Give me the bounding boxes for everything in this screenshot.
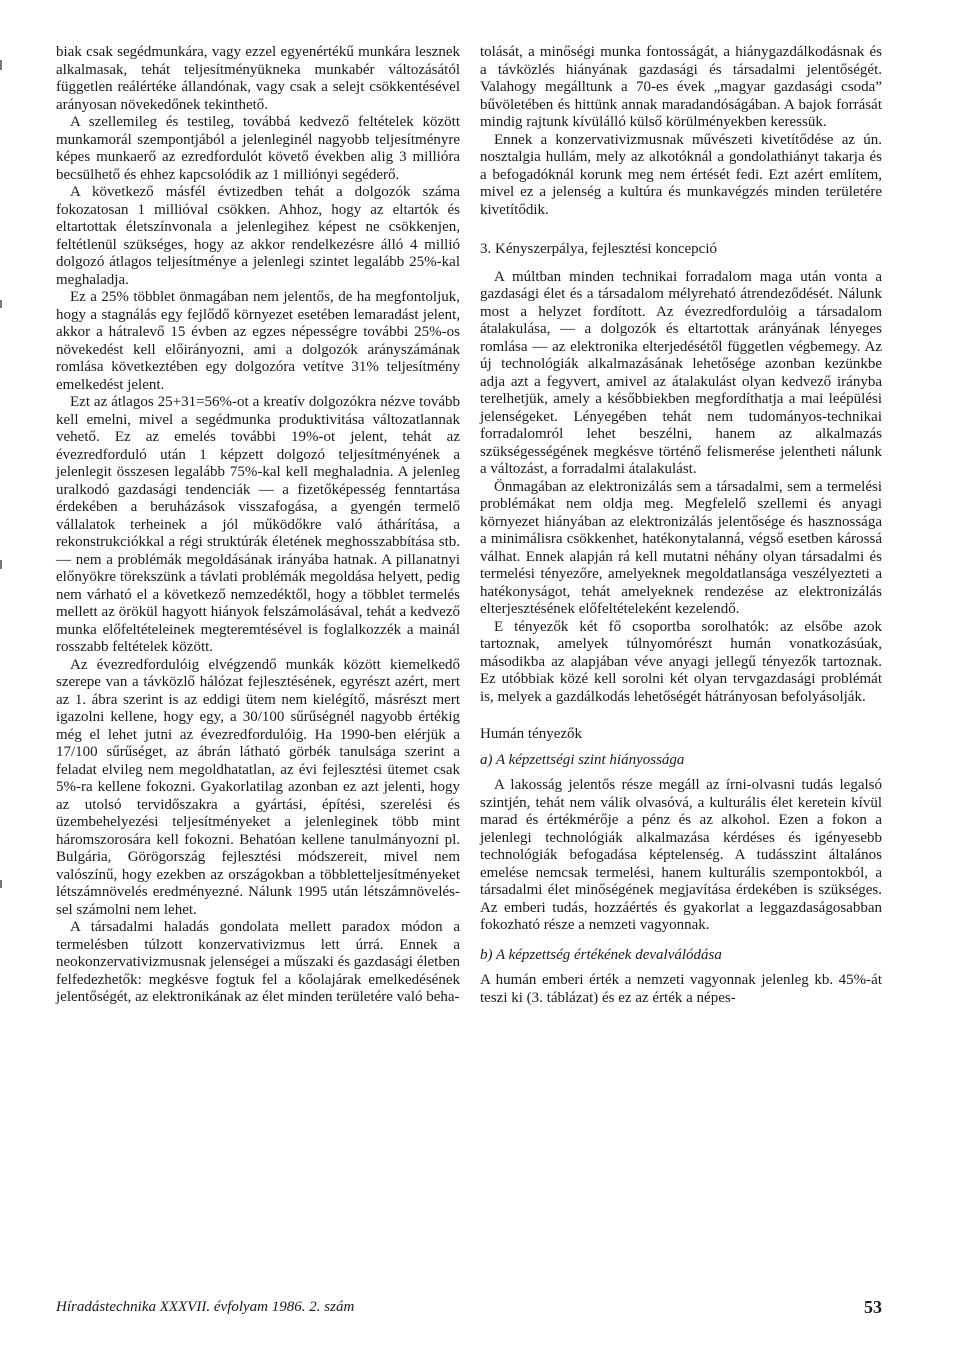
- paragraph: A humán emberi érték a nemzeti vagyonnak jelenleg kb. 45%-át teszi ki (3. táblázat) és ez az érték a népes-: [480, 972, 882, 1006]
- paragraph: Ennek a konzervativizmusnak művészeti kivetítődése az ún. nosztalgia hullám, mely az alkotóknál a gondolathiányt takarja és a befogadóknál korunk meg nem értését fedi. Ezt azért említem, mivel ez a jelenség a kultúra és munkavégzés minden területére kivetítődik.: [480, 131, 882, 218]
- scan-edge-mark: [0, 60, 2, 70]
- paragraph: A társadalmi haladás gondolata mellett paradox módon a termelésben túlzott konzervativizmus lett úrrá. Ennek a neokonzervativizmusnak jelenségei a műszaki és gazdasági életben felfedezhetők: megkésve fogtuk fel a kőolajárak emelkedésének jelentőségét, az elektronikának az élet minden területére való beha-: [56, 919, 461, 1005]
- scan-edge-mark: [0, 560, 2, 569]
- scan-edge-mark: [0, 880, 2, 888]
- paragraph: A szellemileg és testileg, továbbá kedvező feltételek között munkamorál szempontjából a jelenleginél nagyobb teljesítményre képes munkaerő az ezredfordulót követő években alig 3 millióra becsülhető és ehhez kapcsolódik az 1 milliónyi segéderő.: [56, 114, 460, 183]
- paragraph: tolását, a minőségi munka fontosságát, a hiánygazdálkodásnak és a távközlés hiányának gazdasági és társadalmi jelentőségét. Valahogy megálltunk a 70-es évek „magyar gazdasági csoda” bűvöletében és hittünk annak maradandóságában. A bajok forrását mindig rajtunk kívülálló külső körülményekben keressük.: [480, 44, 882, 130]
- left-column: [56, 44, 460, 1007]
- scan-edge-mark: [0, 300, 2, 308]
- subsection-title-a: a) A képzettségi szint hiányossága: [480, 751, 685, 768]
- paragraph: A következő másfél évtizedben tehát a dolgozók száma fokozatosan 1 millióval csökken. Ahhoz, hogy az eltartók és eltartottak életszínvonala a jelenlegihez képest ne csökkenjen, feltétlenül szükséges, hogy az akkor rendelkezésre álló 4 millió dolgozó átlagos teljesítménye a jelenlegi szintet legalább 25%-kal meghaladja.: [56, 184, 460, 288]
- paragraph: Az évezredfordulóig elvégzendő munkák között kiemelkedő szerepe van a távközlő hálózat fejlesztésének, egyrészt azért, mert az 1. ábra szerint is az eddigi ütem nem kielégítő, másrészt mert igazolni kellene, hogy egy, a 30/100 sűrűségnél nagyobb értékig még el lehet jutni az évezredfordulóig. Ha 1990-ben elérjük a 17/100 sűrűséget, az ábrán látható görbék tanulsága szerint a feladat elvileg nem megoldhatatlan, az évi fejlesztési ütemet csak 5%-ra kellene fokozni. Gyakorlatilag azonban ez azt jelenti, hogy az utolsó tervidőszakra a gyártási, építési, szerelési és üzembehelyezési teljesítményeket a jelenleginek több mint háromszorosára kell fokozni. Behatóan kellene tanulmányozni pl. Bulgária, Görögország fejlesztési módszereit, mivel nem valószínű, hogy ezekben az országokban a többletteljesítményeket létszámnövelés eredményezné. Nálunk 1995 után létszámnöveléssel számolni nem lehet.: [56, 656, 460, 918]
- subsection-heading: Humán tényezők: [480, 726, 583, 742]
- page-footer: [56, 1299, 882, 1323]
- section-heading: 3. Kényszerpálya, fejlesztési koncepció: [480, 241, 717, 257]
- paragraph: A lakosság jelentős része megáll az írni-olvasni tudás legalsó szintjén, tehát nem válik olvasóvá, a kulturális élet keretein kívül marad és értékmérője a pénz és az alkohol. Ezen a fokon a jelenlegi technológiák alkalmazása kérdéses és igényesebb technológiák befogadása képtelenség. A tudásszint általános emelése nemcsak termelési, hanem kulturális szempontokból, a társadalmi élet minőségének megjavítása érdekében is szükséges. Az emberi tudás, hozzáértés és gyakorlat a leggazdaságosabban fokozható része a nemzeti vagyonnak.: [480, 777, 882, 933]
- journal-citation: Híradástechnika XXXVII. évfolyam 1986. 2. szám: [56, 1299, 355, 1315]
- paragraph: Ez a 25% többlet önmagában nem jelentős, de ha megfontoljuk, hogy a stagnálás egy fejlődő környezet esetében lemaradást jelent, akkor a hátralevő 15 évben az egzes népességre további 25%-os növekedést kell előirányozni, ami a dolgozók arányszámának romlása következtében egy dolgozóra vetítve 31% teljesítmény emelkedést jelent.: [56, 289, 460, 393]
- paragraph: A múltban minden technikai forradalom maga után vonta a gazdasági élet és a társadalom mélyreható átrendeződését. Nálunk most a helyzet fordított. Az évezredfordulóig a társadalom átalakulása, — a dolgozók és eltartottak arányának lényeges romlása — az elektronika elterjedésétől független végbemegy. Az új technológiák alkalmazásának lehetősége azonban kezünkbe adja azt a fegyvert, amivel az átalakulást olyan kedvező irányba terelhetjük, amely a későbbiekben megfordíthatja a mai leépülési jelenségeket. Lényegében tehát nem tudományos-technikai forradalomról lehet beszélni, hanem az alkalmazás szükségességének megkésve történő felismerése jelentheti nálunk a változást, a forradalmi átalakulást.: [480, 268, 882, 477]
- page-number: 53: [864, 1297, 882, 1317]
- right-column: [480, 44, 882, 1007]
- paragraph: Ezt az átlagos 25+31=56%-ot a kreatív dolgozókra nézve tovább kell emelni, mivel a segédmunka produktivitása változatlannak vehető. Ez az emelés további 19%-ot jelent, tehát az évezredforduló után 1 képzett dolgozó teljesítményének a jelenlegit összesen legalább 75%-kal kell meghaladnia. A jelenleg uralkodó gazdasági tendenciák — a fizetőképesség fenntartása érdekében a beruházások visszafogása, a gyengén termelő vállalatok terheinek a jól működőkre való áthárítása, a rekonstrukciókkal a régi struktúrák életének meghosszabbítása stb. — nem a problémák megoldásának irányába hatnak. A pillanatnyi előnyökre törekszünk a távlati problémák megoldása helyett, pedig nem várható el a következő nemzedéktől, hogy a többlet termelés mellett az örökül hagyott hiányok felszámolásával, tehát a kedvező munka előfeltételeinek megteremtésével is foglalkozzék a mainál rosszabb feltételek között.: [56, 394, 460, 655]
- paragraph: Önmagában az elektronizálás sem a társadalmi, sem a termelési problémákat nem oldja meg. Megfelelő szellemi és anyagi környezet hiányában az elektronizálás jelentősége és hasznossága a minimálisra csökkenhet, hatékonytalanná, végső esetben károssá válhat. Ennek alapján rá kell mutatni néhány olyan társadalmi és termelési tényezőre, amelyeknek megoldatlansága veszélyezteti a hatékonyságot, tehát amelyeknek rendezése az elektronizálás elterjesztésének előfeltételeként kezelendő.: [480, 478, 882, 617]
- paragraph: E tényezők két fő csoportba sorolhatók: az elsőbe azok tartoznak, amelyek túlnyomórészt humán vonatkozásúak, másodikba az alapjában véve anyagi jellegű tényezők tartoznak. Ez utóbbiak közé kell sorolni két olyan tervgazdasági problémát is, melyek a gazdálkodás lehetőségét hátrányosan befolyásolják.: [480, 618, 882, 705]
- paragraph: biak csak segédmunkára, vagy ezzel egyenértékű munkára lesznek alkalmasak, tehát teljesítményükneka munkabér változásától független reálértéke állandónak, vagy csak a selejt csökkentésével arányosan növekedőnek tekinthető.: [56, 44, 460, 113]
- subsection-title-b: b) A képzettség értékének devalválódása: [480, 946, 722, 963]
